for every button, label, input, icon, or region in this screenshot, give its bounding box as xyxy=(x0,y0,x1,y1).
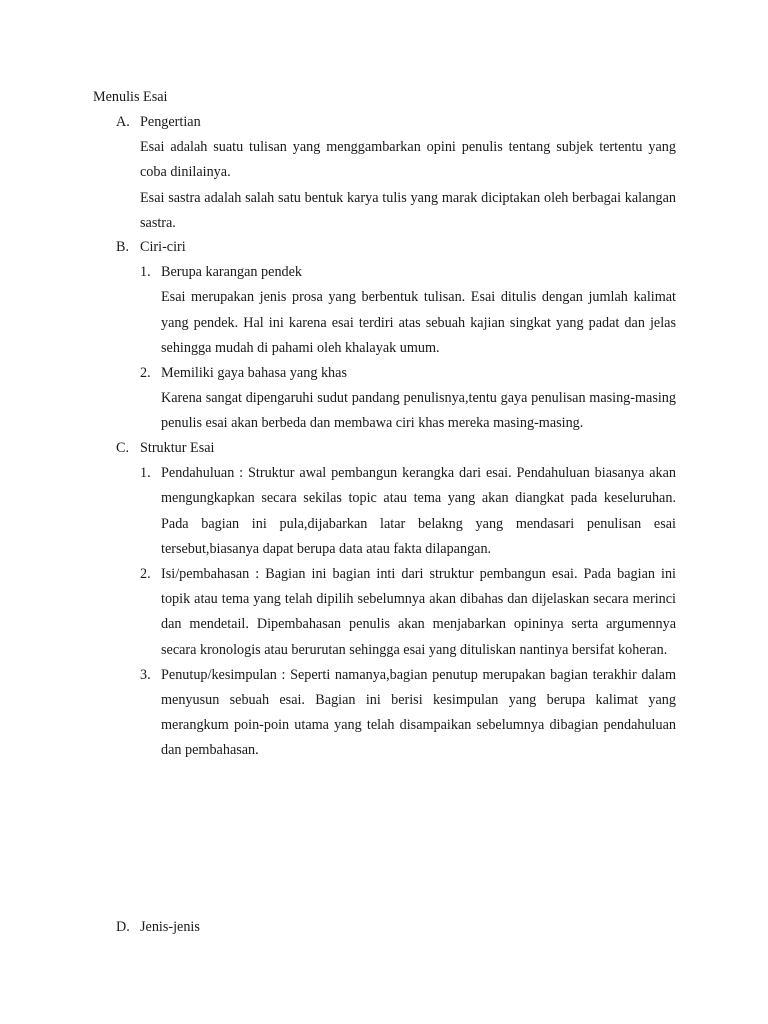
list-item-text: Pendahuluan : Struktur awal pembangun kerangka dari esai. Pendahuluan biasanya akan mengungkapkan secara sekilas topic atau tema yang akan diangkat pada keseluruhan. Pada bagian ini pula,dijabarkan latar belakng yang mendasari penulisan esai tersebut,biasanya dapat berupa data atau fakta dilapangan. xyxy=(161,465,676,557)
section-heading xyxy=(116,915,676,940)
list-item-text: Isi/pembahasan : Bagian ini bagian inti dari struktur pembangun esai. Pada bagian ini topik atau tema yang telah dipilih sebelumnya akan dibahas dan dijelaskan secara merinci dan mendetail. Dipembahasan penulis akan menjabarkan opininya serta argumennya secara kronologis atau berurutan sehingga esai yang dituliskan nantinya bersifat koheran. xyxy=(161,566,676,658)
list-item-text: Penutup/kesimpulan : Seperti namanya,bagian penutup merupakan bagian terakhir dalam menyusun sebuah esai. Bagian ini berisi kesimpulan yang berupa kalimat yang merangkum poin-poin utama yang telah disampaikan sebelumnya dibagian pendahuluan dan pembahasan. xyxy=(161,666,676,759)
section-body xyxy=(140,461,676,763)
list-item-body: Esai merupakan jenis prosa yang berbentuk tulisan. Esai ditulis dengan jumlah kalimat yang pendek. Hal ini karena esai terdiri atas sebuah kajian singkat yang padat dan jelas sehingga mudah di pahami oleh khalayak umum. xyxy=(161,289,676,356)
section-heading xyxy=(116,110,676,135)
section-body xyxy=(140,260,676,436)
list-item-number: 1. xyxy=(140,264,151,281)
list-item xyxy=(140,361,676,437)
section-heading-text: Pengertian xyxy=(140,114,201,130)
document-title: Menulis Esai xyxy=(93,89,168,105)
section-letter: B. xyxy=(116,239,130,255)
section-heading-text: Jenis-jenis xyxy=(140,919,200,935)
list-item xyxy=(140,663,676,764)
section-body xyxy=(140,135,676,236)
paragraph: Esai adalah suatu tulisan yang menggambarkan opini penulis tentang subjek tertentu yang coba dinilainya. xyxy=(140,139,676,181)
list-item xyxy=(140,562,676,663)
section-heading-text: Ciri-ciri xyxy=(140,239,186,255)
section-pengertian xyxy=(116,110,676,236)
list-item-body: Karena sangat dipengaruhi sudut pandang penulisnya,tentu gaya penulisan masing-masing penulis esai akan berbeda dan membawa ciri khas mereka masing-masing. xyxy=(161,390,676,432)
section-struktur-esai xyxy=(116,436,676,764)
section-heading-text: Struktur Esai xyxy=(140,440,215,456)
list-item-number: 2. xyxy=(140,365,151,382)
section-letter: D. xyxy=(116,919,130,935)
section-letter: A. xyxy=(116,114,130,130)
section-letter: C. xyxy=(116,440,130,456)
section-ciri-ciri xyxy=(116,235,676,437)
paragraph: Esai sastra adalah salah satu bentuk karya tulis yang marak diciptakan oleh berbagai kalangan sastra. xyxy=(140,189,676,231)
list-item-title: Memiliki gaya bahasa yang khas xyxy=(161,365,347,382)
list-item xyxy=(140,461,676,562)
list-item xyxy=(140,260,676,361)
list-item-number: 2. xyxy=(140,566,151,583)
section-heading xyxy=(116,436,676,461)
section-heading xyxy=(116,235,676,260)
section-jenis-jenis xyxy=(116,915,676,940)
list-item-number: 1. xyxy=(140,465,151,482)
list-item-number: 3. xyxy=(140,666,151,683)
list-item-title: Berupa karangan pendek xyxy=(161,264,303,281)
